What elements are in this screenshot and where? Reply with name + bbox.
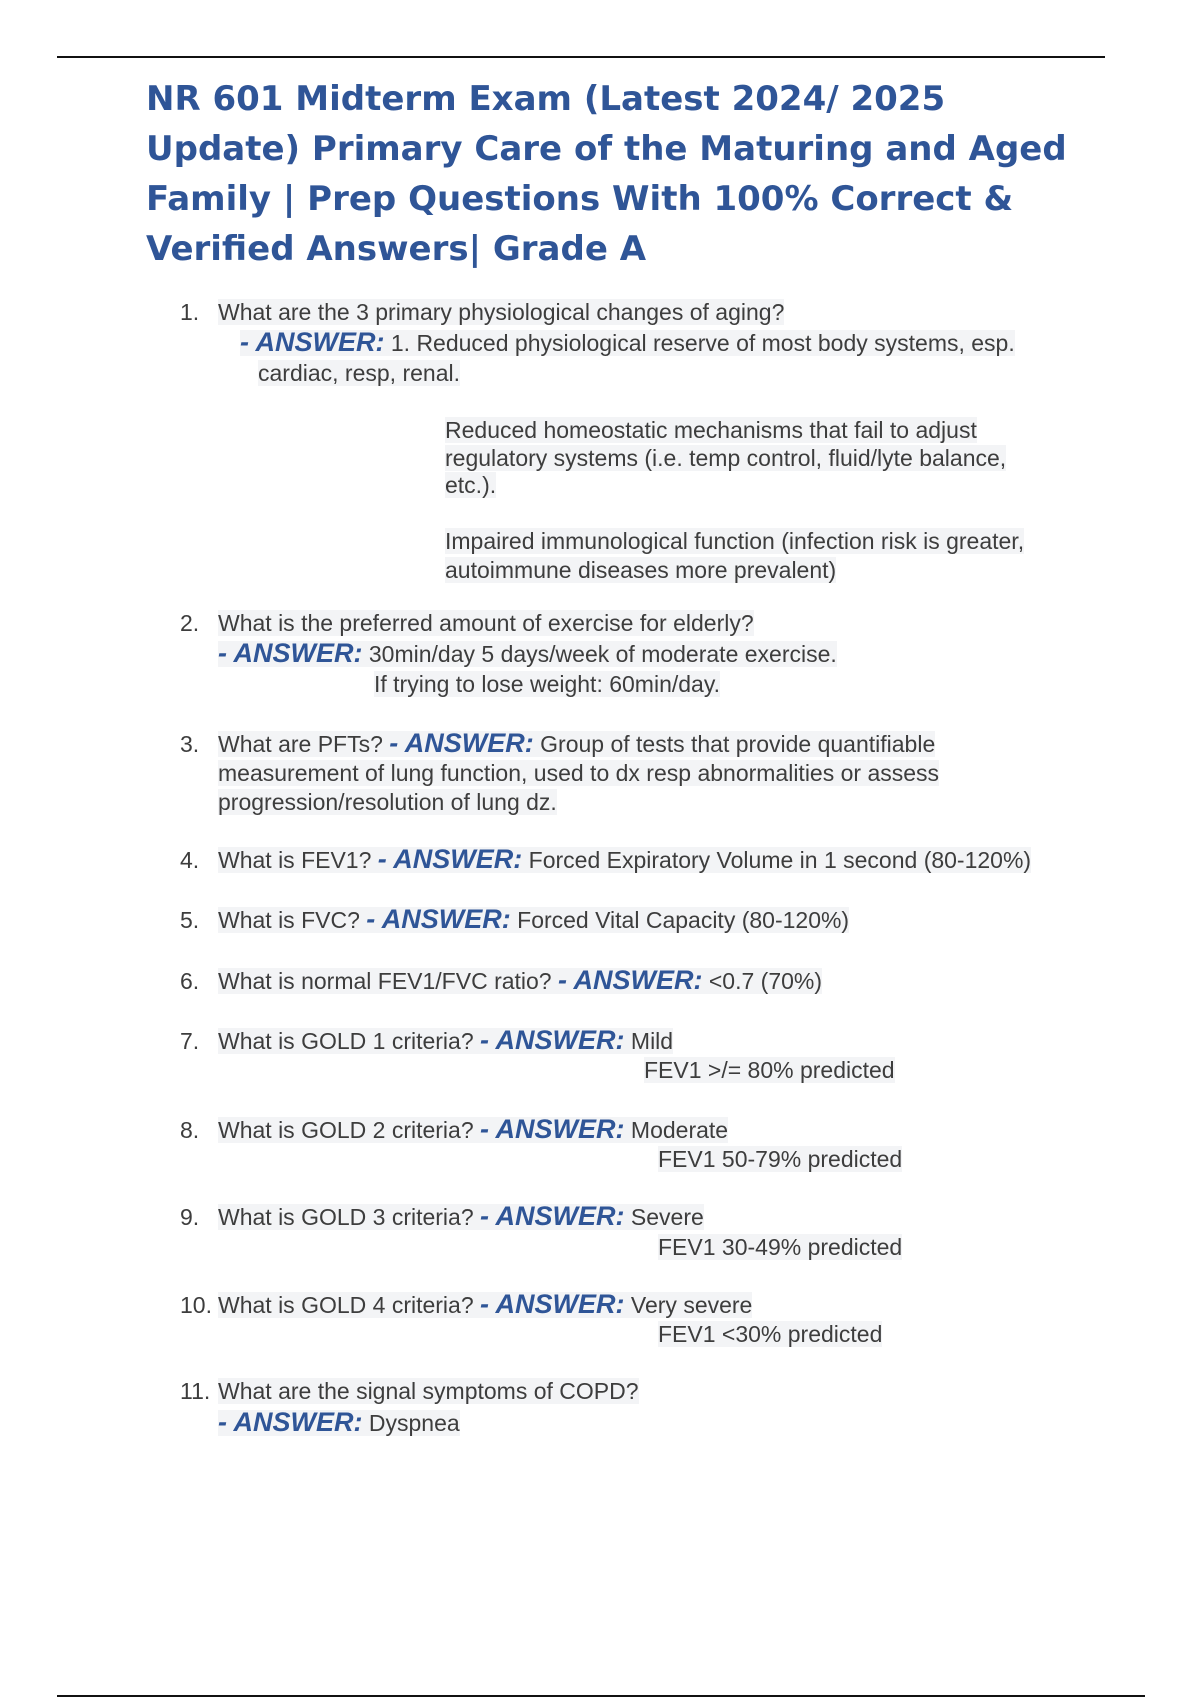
question-text: What is normal FEV1/FVC ratio? xyxy=(218,968,552,994)
answer-label: - ANSWER: xyxy=(558,965,703,995)
question-6: 6. What is normal FEV1/FVC ratio? - ANSWER: <0.7 (70%) xyxy=(180,965,823,995)
answer-label: - ANSWER: xyxy=(480,1114,625,1144)
answer-9-cont: FEV1 30-49% predicted xyxy=(658,1234,903,1260)
answer-1-para-3-line-1: Impaired immunological function (infection risk is greater, xyxy=(445,528,1025,554)
question-7: 7. What is GOLD 1 criteria? - ANSWER: Mild xyxy=(180,1025,674,1055)
question-text: What is GOLD 4 criteria? xyxy=(218,1292,474,1318)
answer-label: - ANSWER: xyxy=(218,1407,363,1437)
question-3: 3. What are PFTs? - ANSWER: Group of tests that provide quantifiable xyxy=(180,728,936,758)
question-text: What are PFTs? xyxy=(218,731,383,757)
answer-5: Forced Vital Capacity (80-120%) xyxy=(517,907,850,933)
answer-4: Forced Expiratory Volume in 1 second (80-120%) xyxy=(528,847,1032,873)
answer-1-cont: cardiac, resp, renal. xyxy=(258,360,460,386)
question-text: What is GOLD 1 criteria? xyxy=(218,1028,474,1054)
answer-3: Group of tests that provide quantifiable xyxy=(540,731,936,757)
answer-2: - ANSWER: 30min/day 5 days/week of moderate exercise. xyxy=(218,638,837,668)
top-rule xyxy=(57,56,1105,58)
answer-8-cont: FEV1 50-79% predicted xyxy=(658,1146,903,1172)
answer-3-cont-1: measurement of lung function, used to dx resp abnormalities or assess xyxy=(218,760,940,786)
answer-label: - ANSWER: xyxy=(389,728,534,758)
answer-1-para-2-line-3: etc.). xyxy=(445,472,497,498)
question-10: 10. What is GOLD 4 criteria? - ANSWER: Very severe xyxy=(180,1289,753,1319)
answer-label: - ANSWER: xyxy=(240,327,385,357)
answer-label: - ANSWER: xyxy=(480,1289,625,1319)
question-1: 1. What are the 3 primary physiological changes of aging? xyxy=(180,299,785,325)
question-text: What is FEV1? xyxy=(218,847,372,873)
question-text: What is GOLD 3 criteria? xyxy=(218,1204,474,1230)
answer-label: - ANSWER: xyxy=(480,1025,625,1055)
question-text: What are the 3 primary physiological changes of aging? xyxy=(218,299,785,325)
question-text: What is FVC? xyxy=(218,907,360,933)
answer-7-cont: FEV1 >/= 80% predicted xyxy=(644,1057,895,1083)
question-4: 4. What is FEV1? - ANSWER: Forced Expiratory Volume in 1 second (80-120%) xyxy=(180,844,1032,874)
answer-7: Mild xyxy=(630,1028,674,1054)
answer-label: - ANSWER: xyxy=(480,1201,625,1231)
answer-10-cont: FEV1 <30% predicted xyxy=(658,1321,883,1347)
answer-6: <0.7 (70%) xyxy=(708,968,823,994)
question-text: What are the signal symptoms of COPD? xyxy=(218,1378,639,1404)
document-title: NR 601 Midterm Exam (Latest 2024/ 2025 Update) Primary Care of the Maturing and Aged Family | Prep Questions With 100% Correct & Verified Answers| Grade A xyxy=(146,79,1067,269)
question-2: 2. What is the preferred amount of exercise for elderly? xyxy=(180,610,754,636)
answer-1-para-2-line-1: Reduced homeostatic mechanisms that fail to adjust xyxy=(445,417,977,443)
answer-label: - ANSWER: xyxy=(218,638,363,668)
question-5: 5. What is FVC? - ANSWER: Forced Vital Capacity (80-120%) xyxy=(180,904,850,934)
answer-11: - ANSWER: Dyspnea xyxy=(218,1407,460,1437)
answer-1-para-2-line-2: regulatory systems (i.e. temp control, fluid/lyte balance, xyxy=(445,445,1007,471)
answer-9: Severe xyxy=(630,1204,704,1230)
question-text: What is the preferred amount of exercise for elderly? xyxy=(218,610,754,636)
bottom-rule xyxy=(57,1695,1145,1697)
answer-label: - ANSWER: xyxy=(377,844,523,874)
question-8: 8. What is GOLD 2 criteria? - ANSWER: Moderate xyxy=(180,1114,729,1144)
answer-1-para-3-line-2: autoimmune diseases more prevalent) xyxy=(445,557,837,583)
question-9: 9. What is GOLD 3 criteria? - ANSWER: Severe xyxy=(180,1201,704,1231)
answer-label: - ANSWER: xyxy=(366,904,511,934)
answer-10: Very severe xyxy=(630,1292,753,1318)
answer-1: - ANSWER: 1. Reduced physiological reserve of most body systems, esp. xyxy=(240,327,1015,357)
answer-3-cont-2: progression/resolution of lung dz. xyxy=(218,789,557,815)
question-11: 11. What are the signal symptoms of COPD? xyxy=(180,1378,639,1404)
answer-2-cont: If trying to lose weight: 60min/day. xyxy=(374,671,721,697)
question-text: What is GOLD 2 criteria? xyxy=(218,1117,474,1143)
answer-8: Moderate xyxy=(630,1117,729,1143)
